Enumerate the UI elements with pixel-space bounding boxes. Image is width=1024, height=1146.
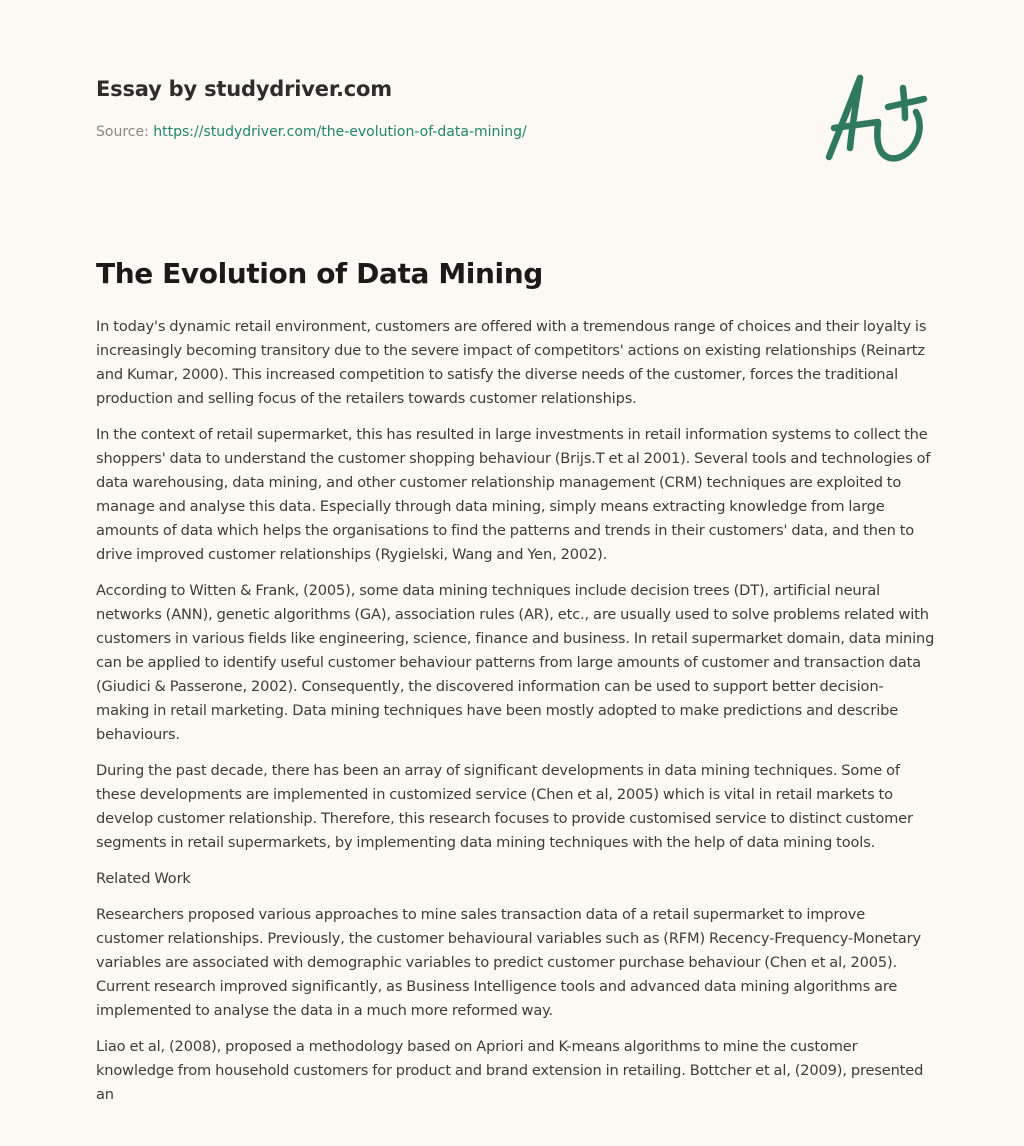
source-label: Source: bbox=[96, 124, 149, 140]
essay-header bbox=[96, 74, 796, 142]
paragraph: According to Witten & Frank, (2005), some data mining techniques include decision trees (DT), artificial neural networks (ANN), genetic algorithms (GA), association rules (AR), etc., are usually used to solve problems related with customers in various fields like engineering, science, finance and business. In retail supermarket domain, data mining can be applied to identify useful customer behaviour patterns from large amounts of customer and transaction data (Giudici & Passerone, 2002). Consequently, the discovered information can be used to support better decision-making in retail marketing. Data mining techniques have been mostly adopted to make predictions and describe behaviours. bbox=[96, 582, 935, 743]
page-title: The Evolution of Data Mining bbox=[96, 257, 543, 290]
essay-article bbox=[96, 254, 936, 1119]
paragraph: In today's dynamic retail environment, customers are offered with a tremendous range of choices and their loyalty is increasingly becoming transitory due to the severe impact of competitors' actions on existing relationships (Reinartz and Kumar, 2000). This increased competition to satisfy the diverse needs of the customer, forces the traditional production and selling focus of the retailers towards customer relationships. bbox=[96, 318, 927, 407]
site-title: Essay by studydriver.com bbox=[96, 77, 392, 101]
paragraph: During the past decade, there has been an array of significant developments in data mining techniques. Some of these developments are implemented in customized service (Chen et al, 2005) which is vital in retail markets to develop customer relationship. Therefore, this research focuses to provide customised service to distinct customer segments in retail supermarkets, by implementing data mining techniques with the help of data mining tools. bbox=[96, 762, 913, 851]
paragraph: Researchers proposed various approaches to mine sales transaction data of a retail supermarket to improve customer relationships. Previously, the customer behavioural variables such as (RFM) Recency-Frequency-Monetary variables are associated with demographic variables to predict customer purchase behaviour (Chen et al, 2005). Current research improved significantly, as Business Intelligence tools and advanced data mining algorithms are implemented to analyse the data in a much more reformed way. bbox=[96, 906, 921, 1019]
source-line bbox=[96, 122, 796, 142]
section-heading-related-work: Related Work bbox=[96, 870, 191, 887]
source-link[interactable]: https://studydriver.com/the-evolution-of-data-mining/ bbox=[153, 124, 527, 140]
paragraph: Liao et al, (2008), proposed a methodology based on Apriori and K-means algorithms to mine the customer knowledge from household customers for product and brand extension in retailing. Bottcher et al, (2009), presented an bbox=[96, 1038, 924, 1103]
paragraph: In the context of retail supermarket, this has resulted in large investments in retail information systems to collect the shoppers' data to understand the customer shopping behaviour (Brijs.T et al 2001). Several tools and technologies of data warehousing, data mining, and other customer relationship management (CRM) techniques are exploited to manage and analyse this data. Especially through data mining, simply means extracting knowledge from large amounts of data which helps the organisations to find the patterns and trends in their customers' data, and then to drive improved customer relationships (Rygielski, Wang and Yen, 2002). bbox=[96, 426, 931, 563]
a-plus-grade-icon bbox=[820, 64, 930, 168]
